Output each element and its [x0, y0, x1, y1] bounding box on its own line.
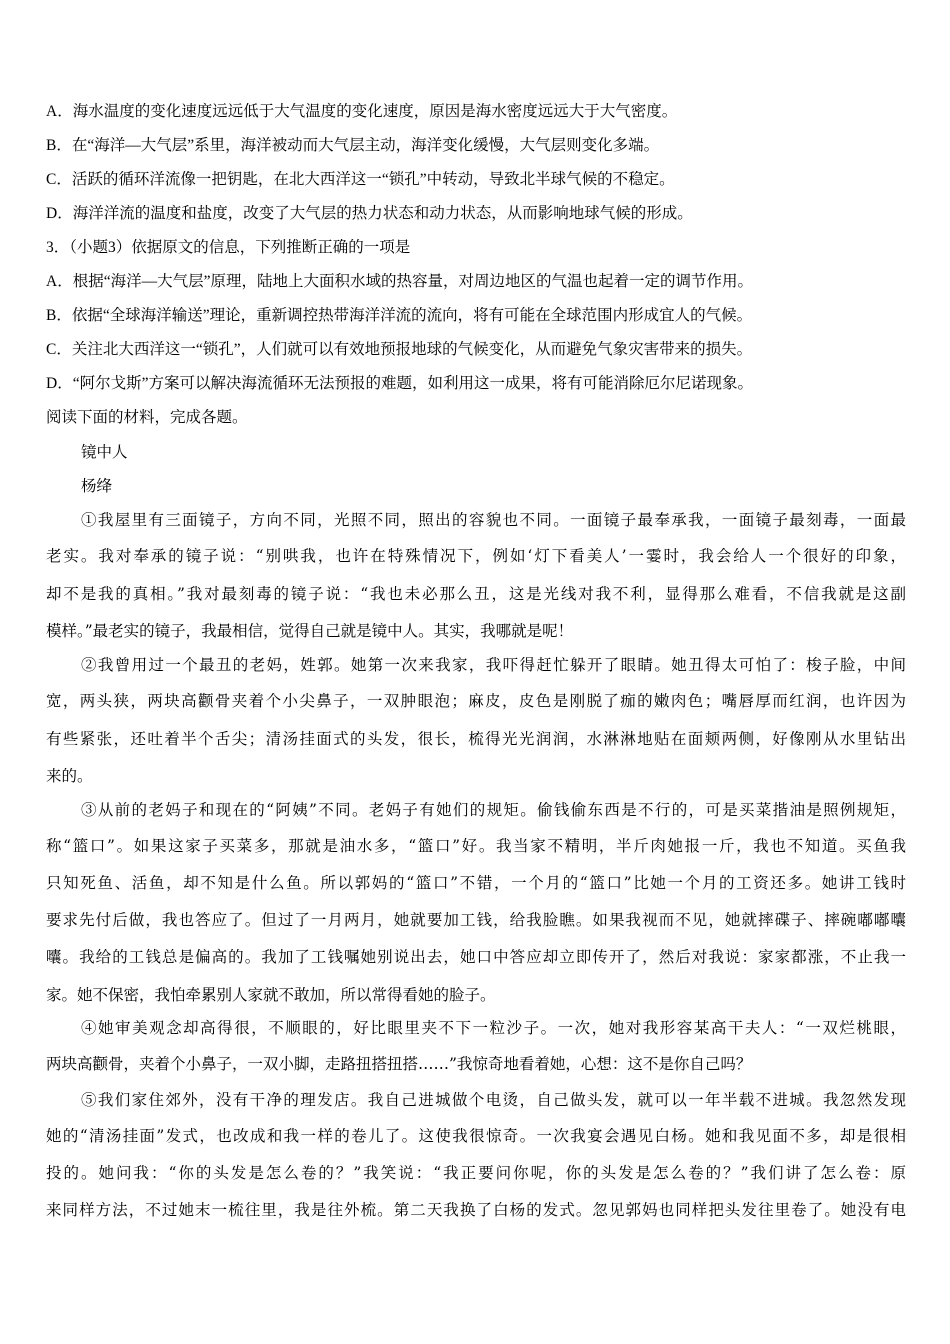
reading-instruction: 阅读下面的材料，完成各题。 — [46, 409, 248, 426]
paragraph-1-line: 却不是我的真相。”我对最刻毒的镜子说：“我也未必那么丑，这是光线对我不利，显得那么难看，不信我就是这副 — [46, 585, 906, 603]
paragraph-4-line: 两块高颧骨，夹着个小鼻子，一双小脚，走路扭搭扭搭……”我惊奇地看着她，心想：这不是你自己吗？ — [46, 1055, 752, 1073]
article-author: 杨绛 — [81, 478, 113, 495]
paragraph-2-line: 有些紧张，还吐着半个舌尖；清汤挂面式的头发，很长，梳得光光润润，水淋淋地贴在面颊两侧，好像刚从水里钻出 — [46, 730, 906, 748]
paragraph-5-line: ⑤我们家住郊外，没有干净的理发店。我自己进城做个电烫，自己做头发，就可以一年半载不进城。我忽然发现 — [81, 1091, 906, 1109]
paragraph-3-line: 只知死鱼、活鱼，却不知是什么鱼。所以郭妈的“篮口”不错，一个月的“篮口”比她一个月的工资还多。她讲工钱时 — [46, 874, 906, 892]
paragraph-3-line: 要求先付后做，我也答应了。但过了一月两月，她就要加工钱，给我脸瞧。如果我视而不见，她就摔碟子、摔碗嘟嘟囔 — [46, 911, 906, 929]
paragraph-1-line: ①我屋里有三面镜子，方向不同，光照不同，照出的容貌也不同。一面镜子最奉承我，一面镜子最刻毒，一面最 — [81, 511, 906, 529]
paragraph-2-line: 来的。 — [46, 767, 93, 785]
q2-option-b: B．在“海洋—大气层”系里，海洋被动而大气层主动，海洋变化缓慢，大气层则变化多端。 — [46, 137, 660, 154]
paragraph-2-line: 宽，两头狭，两块高颧骨夹着个小尖鼻子，一双肿眼泡；麻皮，皮色是刚脱了痂的嫩肉色；嘴唇厚而红润，也许因为 — [46, 692, 906, 710]
paragraph-4-line: ④她审美观念却高得很，不顺眼的，好比眼里夹不下一粒沙子。一次，她对我形容某高干夫人：“一双烂桃眼， — [81, 1019, 906, 1037]
article-title: 镜中人 — [81, 444, 128, 461]
paragraph-2-line: ②我曾用过一个最丑的老妈，姓郭。她第一次来我家，我吓得赶忙躲开了眼睛。她丑得太可怕了：梭子脸，中间 — [81, 656, 906, 674]
paragraph-1-line: 模样。”最老实的镜子，我最相信，觉得自己就是镜中人。其实，我哪就是呢！ — [46, 622, 574, 640]
paragraph-3-line: ③从前的老妈子和现在的“阿姨”不同。老妈子有她们的规矩。偷钱偷东西是不行的，可是买菜揩油是照例规矩， — [81, 801, 906, 819]
paragraph-5-line: 来同样方法，不过她末一梳往里，我是往外梳。第二天我换了白杨的发式。忽见郭妈也同样把头发往里卷了。她没有电 — [46, 1201, 906, 1219]
paragraph-1-line: 老实。我对奉承的镜子说：“别哄我，也许在特殊情况下，例如‘灯下看美人’一霎时，我会给人一个很好的印象， — [46, 547, 906, 565]
paragraph-5-line: 投的。她问我：“你的头发是怎么卷的？”我笑说：“我正要问你呢，你的头发是怎么卷的？”我们讲了怎么卷：原 — [46, 1164, 906, 1182]
q2-option-c: C．活跃的循环洋流像一把钥匙，在北大西洋这一“锁孔”中转动，导致北半球气候的不稳定。 — [46, 171, 675, 188]
q2-option-a: A．海水温度的变化速度远远低于大气温度的变化速度，原因是海水密度远远大于大气密度。 — [46, 103, 678, 120]
paragraph-3-line: 称“篮口”。如果这家子买菜多，那就是油水多，“篮口”好。我当家不精明，半斤肉她报一斤，我也不知道。买鱼我 — [46, 837, 906, 855]
q3-option-a: A．根据“海洋—大气层”原理，陆地上大面积水域的热容量，对周边地区的气温也起着一定的调节作用。 — [46, 273, 753, 290]
paragraph-5-line: 她的“清汤挂面”发式，也改成和我一样的卷儿了。这使我很惊奇。一次我宴会遇见白杨。她和我见面不多，却是很相 — [46, 1127, 906, 1145]
q3-option-c: C．关注北大西洋这一“锁孔”，人们就可以有效地预报地球的气候变化，从而避免气象灾害带来的损失。 — [46, 341, 753, 358]
q3-option-d: D．“阿尔戈斯”方案可以解决海流循环无法预报的难题，如利用这一成果，将有可能消除厄尔尼诺现象。 — [46, 375, 753, 392]
q3-stem: 3．（小题3）依据原文的信息，下列推断正确的一项是 — [46, 239, 411, 256]
paragraph-3-line: 囔。我给的工钱总是偏高的。我加了工钱嘱她别说出去，她口中答应却立即传开了，然后对我说：家家都涨，不止我一 — [46, 948, 906, 966]
q2-option-d: D．海洋洋流的温度和盐度，改变了大气层的热力状态和动力状态，从而影响地球气候的形成。 — [46, 205, 693, 222]
q3-option-b: B．依据“全球海洋输送”理论，重新调控热带海洋洋流的流向，将有可能在全球范围内形成宜人的气候。 — [46, 307, 753, 324]
paragraph-3-line: 家。她不保密，我怕牵累别人家就不敢加，所以常得看她的脸子。 — [46, 986, 496, 1004]
